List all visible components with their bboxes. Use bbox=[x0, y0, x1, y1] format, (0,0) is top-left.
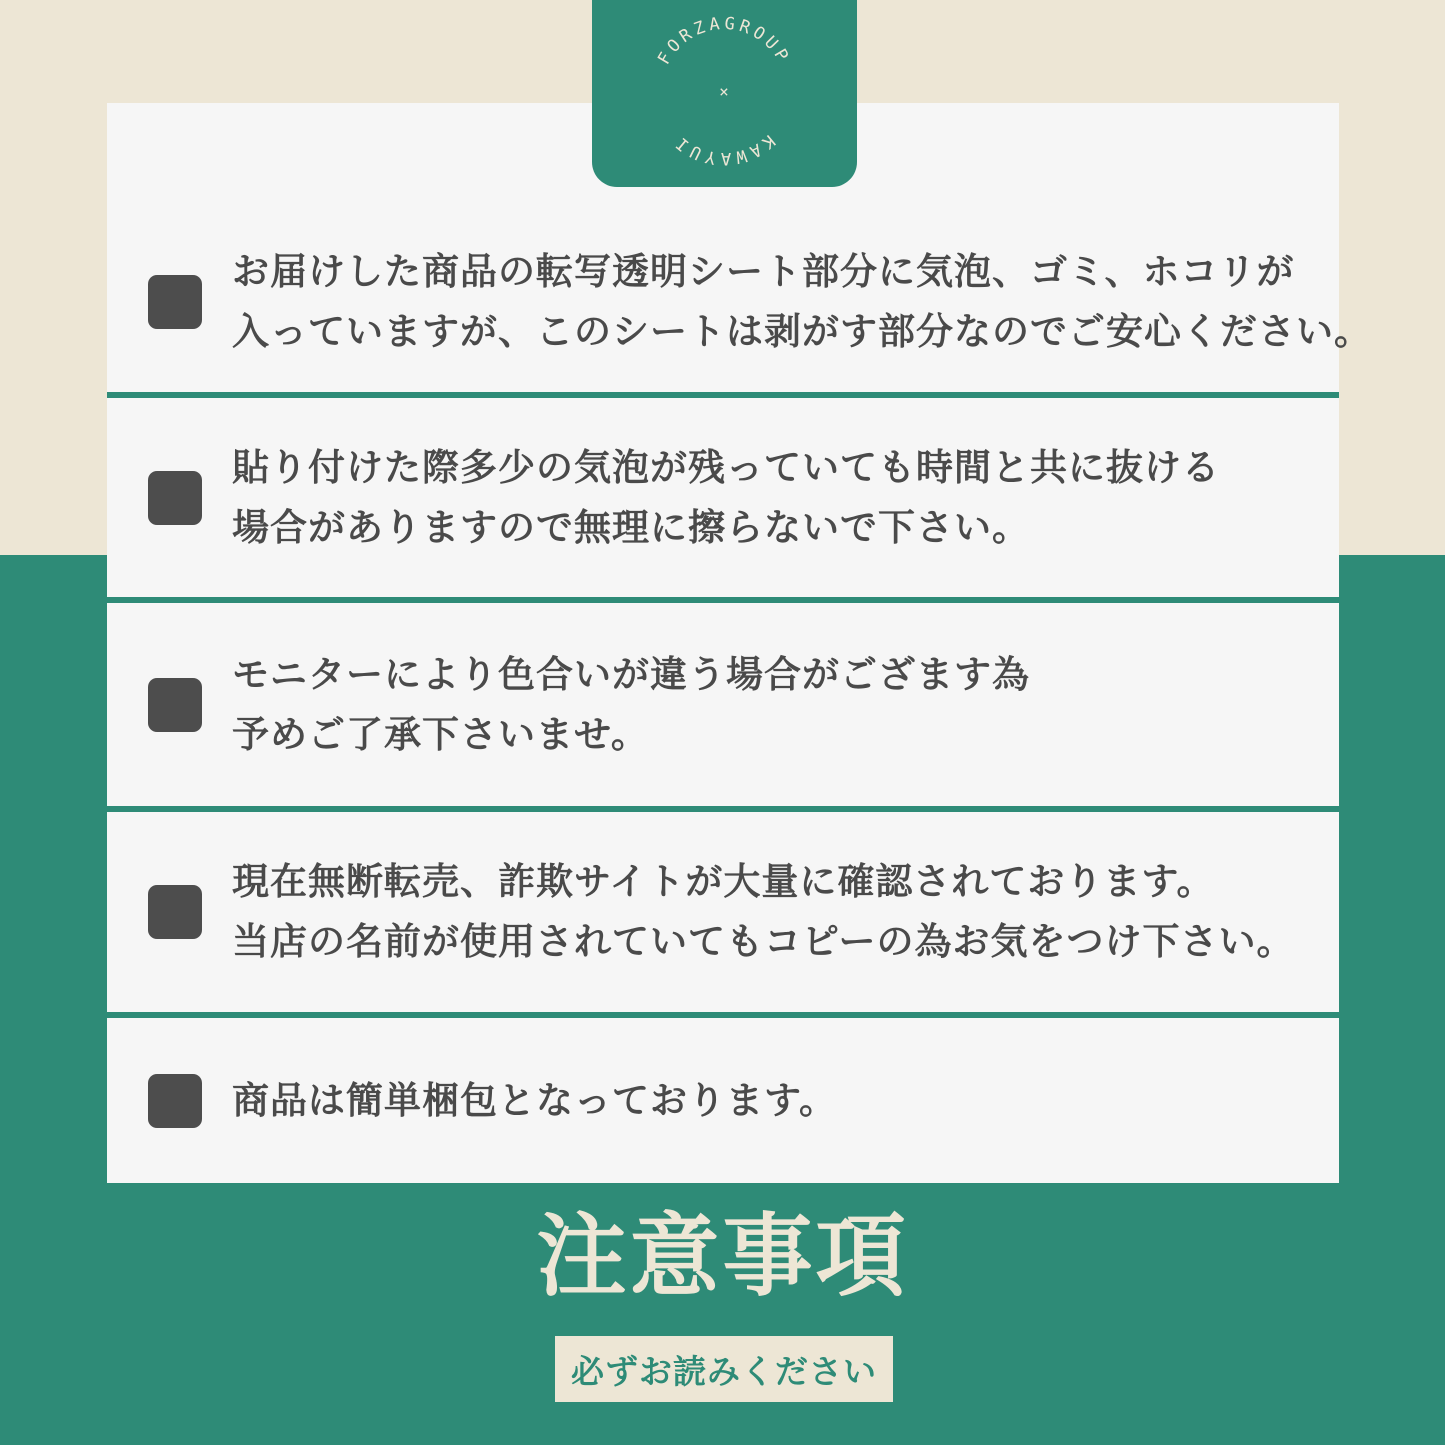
notice-text-3 bbox=[232, 645, 1030, 765]
bullet-checkbox-icon bbox=[148, 1074, 202, 1128]
notice-1-line-2: 入っていますが、このシートは剥がす部分なのでご安心ください。 bbox=[232, 311, 1372, 352]
svg-text:KAWAYUI bbox=[669, 130, 778, 168]
notice-3-line-1: モニターにより色合いが違う場合がござます為 bbox=[232, 653, 1030, 695]
notice-4-line-1: 現在無断転売、詐欺サイトが大量に確認されております。 bbox=[232, 861, 1215, 902]
brand-name-top-arc: FORZAGROUP bbox=[654, 13, 794, 69]
notice-card-5 bbox=[107, 1018, 1339, 1183]
notice-card-4 bbox=[107, 812, 1339, 1012]
page-title: 注意事項 bbox=[536, 1207, 909, 1307]
notice-1-line-1: お届けした商品の転写透明シート部分に気泡、ゴミ、ホコリが bbox=[232, 251, 1295, 292]
notice-2-line-1: 貼り付けた際多少の気泡が残っていても時間と共に抜ける bbox=[232, 446, 1220, 488]
cross-icon: × bbox=[719, 82, 729, 101]
brand-badge-circular-text bbox=[592, 0, 857, 187]
notice-4-line-2: 当店の名前が使用されていてもコピーの為お気をつけ下さい。 bbox=[232, 921, 1295, 962]
notice-5-line-1: 商品は簡単梱包となっております。 bbox=[232, 1079, 838, 1121]
notice-2-line-2: 場合がありますので無理に擦らないで下さい。 bbox=[232, 506, 1030, 548]
notice-text-4 bbox=[232, 852, 1295, 972]
bullet-checkbox-icon bbox=[148, 275, 202, 329]
brand-name-bottom-arc: KAWAYUI bbox=[669, 130, 779, 168]
notice-text-5 bbox=[232, 1071, 837, 1131]
svg-text:FORZAGROUP bbox=[654, 14, 794, 68]
bullet-checkbox-icon bbox=[148, 471, 202, 525]
notice-text-1 bbox=[232, 242, 1372, 362]
notice-card-stack bbox=[107, 103, 1372, 1183]
must-read-text: 必ずお読みください bbox=[571, 1352, 877, 1390]
notice-3-line-2: 予めご了承下さいませ。 bbox=[232, 713, 649, 755]
notice-text-2 bbox=[232, 438, 1220, 558]
bullet-checkbox-icon bbox=[148, 678, 202, 732]
notice-card-3 bbox=[107, 603, 1339, 806]
bullet-checkbox-icon bbox=[148, 885, 202, 939]
brand-badge bbox=[592, 0, 857, 187]
notice-card-2 bbox=[107, 398, 1339, 597]
must-read-banner bbox=[555, 1336, 893, 1402]
